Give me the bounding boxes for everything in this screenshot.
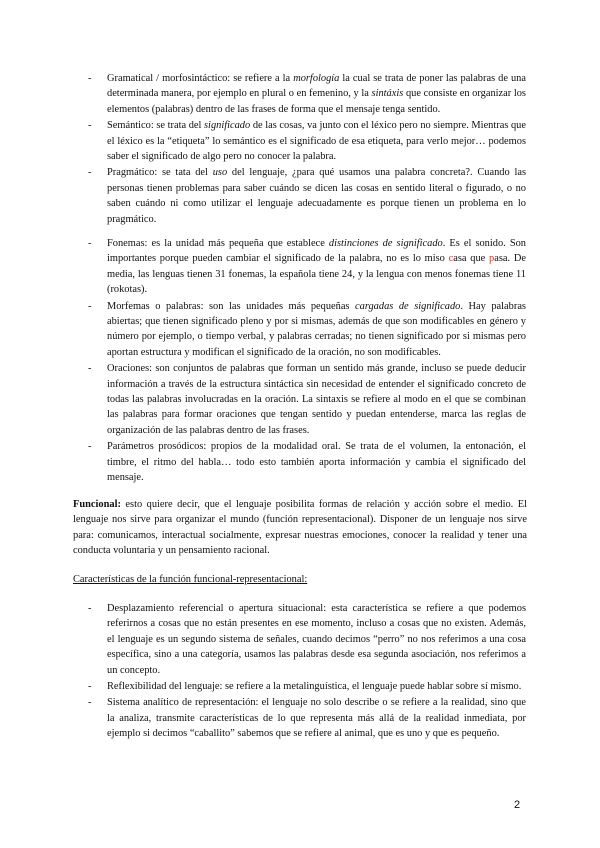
funcional-paragraph: Funcional: esto quiere decir, que el lenguaje posibilita formas de relación y acción sobre el medio. El lenguaje nos sirve para organizar el mundo (función representacional). Disponer de un lenguaje nos sirve para: comunicamos, interactual socialmente, expresar nuestras emociones, conocer la realidad y tener una conducta voluntaria y un pensamiento racional.	[73, 499, 527, 557]
list-item: - Morfemas o palabras: son las unidades más pequeñas cargadas de significado. Hay palabras abiertas; que tienen significado pleno y por si mismas, además de que son modificables en género y número por ejemplo, o tiempo verbal, y palabras cerradas; no tienen significado por si mismas pero aportan estructura y modifican el significado de la oración, no son modificables.	[88, 300, 526, 358]
page-number: 2	[514, 799, 521, 811]
list-item: - Desplazamiento referencial o apertura situacional: esta característica se refiere a que podemos referirnos a cosas que no están presentes en ese momento, incluso a cosas que no existen. Además, el lenguaje es un segundo sistema de señales, cuando decimos “perro” no nos referimos a una cosa específica, sino a una categoría, usamos las palabras desde esa segunda asociación, nos referimos a un concepto.	[88, 603, 526, 676]
list-item: - Oraciones: son conjuntos de palabras que forman un sentido más grande, incluso se puede deducir información a través de la estructura sintáctica sin necesidad de entender el significado concreto de todas las palabras involucradas en la oración. La sintaxis se refiere al modo en el que se combinan las palabras para formar oraciones que tengan sentido y puedan entenderse, marca las reglas de organización de las palabras dentro de las frases.	[88, 363, 526, 436]
list-item: - Fonemas: es la unidad más pequeña que establece distinciones de significado. Es el sonido. Son importantes porque pueden cambiar el significado de la palabra, no es lo miso casa que pasa. De media, las lenguas tienen 31 fonemas, la española tiene 24, y la lengua con menos fonemas tiene 11 (rokotas).	[88, 238, 527, 296]
list-item: - Pragmático: se tata del uso del lenguaje, ¿para qué usamos una palabra concreta?. Cuando las personas tienen problemas para saber cuándo se dicen las cosas en sentido literal o figurado, o no saben cuándo ni como utilizar el lenguaje adecuadamente es porque tienen un problema en lo pragmático.	[88, 167, 526, 225]
list-item: - Gramatical / morfosintáctico: se refiere a la morfología la cual se trata de poner las palabras de una determinada manera, por ejemplo en plural o en femenino, y la sintáxis que consiste en organizar los elementos (palabras) dentro de las frases de forma que el mensaje tenga sentido.	[88, 73, 526, 115]
bullet-dash: -	[88, 120, 92, 132]
list-item: - Sistema analítico de representación: el lenguaje no solo describe o se refiere a la realidad, sino que la analiza, transmite características de lo que representa más allá de la realidad inmediata, por ejemplo si decimos “caballito” sabemos que se refiere al animal, que es uno y que es pequeño.	[88, 697, 526, 740]
bullet-dash: -	[88, 300, 92, 312]
bullet-dash: -	[88, 238, 92, 249]
bullet-dash: -	[88, 603, 92, 614]
list-item: - Parámetros prosódicos: propios de la modalidad oral. Se trata de el volumen, la entonación, el timbre, el ritmo del habla… todo esto también aporta información y cambia el significado del mensaje.	[88, 441, 526, 484]
features-list	[0, 601, 600, 742]
bullet-dash: -	[88, 681, 92, 693]
language-units-list	[0, 236, 600, 486]
list-item: - Semántico: se trata del significado de las cosas, va junto con el léxico pero no siempre. Mientras que el léxico es la “etiqueta” lo semántico es el significado de esa etiqueta, para verlo mejor… podemos saber el significado de algo pero no conocer la palabra.	[88, 120, 526, 163]
bullet-dash: -	[88, 167, 92, 179]
list-item: - Reflexibilidad del lenguaje: se refiere a la metalinguística, el lenguaje puede hablar sobre sí mismo.	[0, 679, 600, 694]
bullet-dash: -	[88, 697, 92, 709]
bullet-dash: -	[88, 441, 92, 453]
language-components-list	[0, 71, 600, 227]
section-heading: Características de la función funcional-representacional:	[73, 574, 308, 585]
bullet-dash: -	[88, 363, 92, 375]
bullet-dash: -	[88, 73, 92, 84]
